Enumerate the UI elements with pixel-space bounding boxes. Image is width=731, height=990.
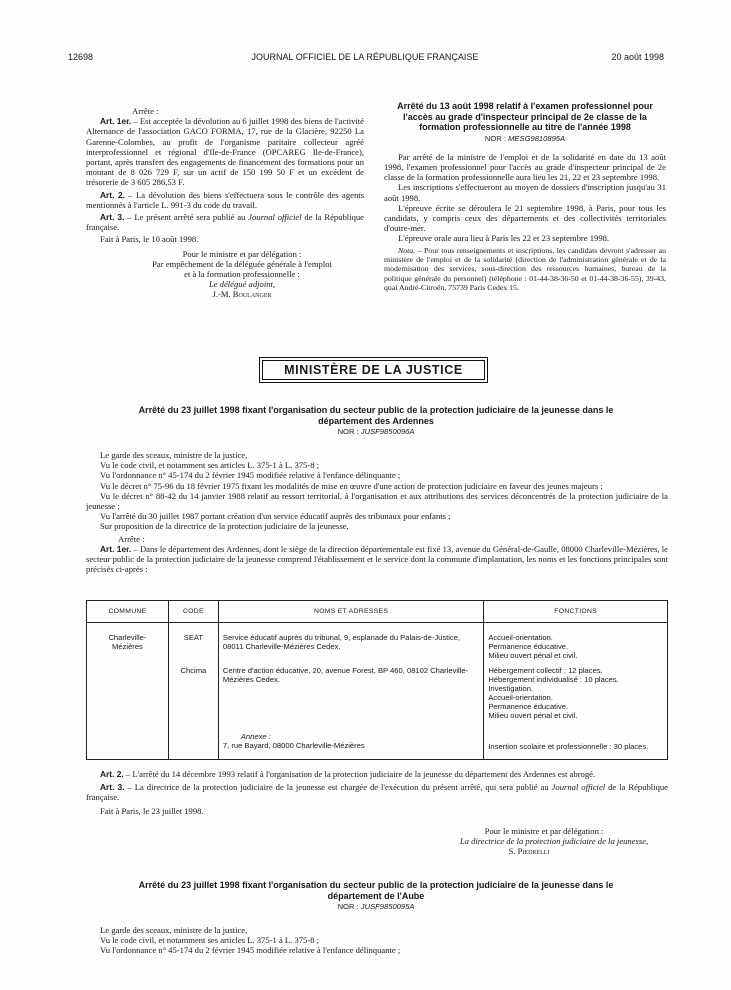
article-text: – La dévolution des biens s'effectuera sous le contrôle des agents mentionnés à l'article L. 991-3 du code du travail. [86, 189, 364, 210]
paragraph: Les inscriptions s'effectueront au moyen de dossiers d'inscription jusqu'au 31 août 1998. [384, 182, 666, 203]
table-row [87, 623, 668, 663]
address-cell: Centre d'action éducative, 20, avenue Forest, BP 460, 08102 Charleville-Mézières Cedex. [218, 662, 483, 722]
function-item: Insertion scolaire et professionnelle : 30 places. [488, 742, 649, 751]
function-item: Milieu ouvert pénal et civil. [488, 711, 578, 720]
visa: Vu le décret n° 75-96 du 18 février 1975 fixant les modalités de mise en œuvre d'une action de protection judiciaire en faveur des jeunes majeurs ; [100, 480, 603, 491]
function-item: Milieu ouvert pénal et civil. [488, 651, 578, 660]
article-label: Art. 3. [100, 212, 125, 223]
nor-label: NOR : [337, 902, 361, 911]
function-item: Permanence éducative. [488, 702, 569, 711]
nor-label: NOR : [484, 133, 509, 143]
issue-date: 20 août 1998 [611, 52, 664, 62]
visa: Vu le décret n° 88-42 du 14 janvier 1988 relatif au ressort territorial, à l'organisation et aux attributions des services déconcentrés de la protection judiciaire de la jeunesse ; [86, 490, 668, 512]
services-table [86, 600, 668, 760]
visa: Vu l'ordonnance n° 45-174 du 2 février 1945 modifiée relative à l'enfance délinquante ; [100, 470, 401, 481]
article-text: – L'arrêté du 14 décembre 1993 relatif à l'organisation de la protection judiciaire de la jeunesse du département des Ardennes est abrogé. [125, 769, 596, 779]
article-text: de la République française. [86, 212, 364, 233]
article-label: Art. 3. [100, 782, 125, 793]
visa: Le garde des sceaux, ministre de la justice, [100, 925, 248, 935]
annexe-address: 7, rue Bayard, 08000 Charleville-Mézières [222, 741, 365, 750]
signatory-name: J.-M. Boulanger [212, 289, 272, 300]
signatory-name: S. Piedrelli [508, 846, 550, 857]
signature-line: Pour le ministre et par délégation : [484, 826, 604, 836]
visa: Vu le code civil, et notamment ses articles L. 375-1 à L. 375-8 ; [100, 460, 320, 471]
left-column [86, 106, 364, 300]
journal-ref: Journal officiel [248, 212, 302, 223]
nota-label: Nota. [398, 245, 416, 255]
article-2 [86, 190, 364, 210]
article-label: Art. 1er. [100, 116, 132, 127]
functions-cell [484, 662, 668, 722]
article-text: de la République française. [86, 782, 668, 803]
functions-cell [484, 623, 668, 663]
article-text: – Le présent arrêté sera publié au [127, 212, 249, 223]
article-2 [86, 769, 668, 779]
paragraph: Par arrêté de la ministre de l'emploi et de la solidarité en date du 13 août 1998, l'examen professionnel pour l'accès au grade d'inspecteur principal de 2e classe de la formation professionnelle aura lieu les 21, 22 et 23 septembre 1998. [384, 151, 666, 183]
article-text: – La directrice de la protection judiciaire de la jeunesse est chargée de l'exécution du présent arrêté, qui sera publié au [127, 782, 552, 793]
annexe-label: Annexe : [240, 732, 271, 741]
decree-title: Arrêté du 23 juillet 1998 fixant l'organisation du secteur public de la protection judiciaire de la jeunesse dans le département de l'Aube [138, 880, 614, 901]
article-label: Art. 1er. [100, 543, 132, 554]
function-item: Hébergement individualisé : 10 places. [488, 675, 619, 684]
decree-title: Arrêté du 23 juillet 1998 fixant l'organisation du secteur public de la protection judiciaire de la jeunesse dans le département des Ardennes [138, 405, 614, 426]
function-item: Hébergement collectif : 12 places. [488, 666, 603, 675]
ardennes-title-block [118, 405, 634, 437]
article-3 [86, 782, 668, 802]
article-text: – Est acceptée la dévolution au 6 juillet 1998 des biens de l'activité Alternance de l'association GACO FORMA, 17, rue de la Glacière, 92250 La Garenne-Colombes, au profit de l'organisme paritaire collecteur agréé interprofessionnel et régional d'Ile-de-France (OPCAREG Ile-de-France), portant, après transfert des engagements de financement des formations pour un montant de 8 026 729 F, sur un actif de 150 199 50 F et un excédent de trésorerie de 3 605 286,53 F. [86, 116, 364, 188]
signature-line: et à la formation professionnelle : [184, 269, 300, 280]
article-1 [86, 544, 668, 575]
aube-title-block [118, 880, 634, 912]
ministry-heading-box [259, 357, 488, 383]
nor-code: JUSF9850095A [360, 902, 415, 911]
functions-cell [484, 722, 668, 760]
signature-block [86, 249, 364, 300]
commune-cell [87, 722, 169, 760]
address-cell: Service éducatif auprès du tribunal, 9, esplanade du Palais-de-Justice, 08011 Charleville-Mézières Cedex. [218, 623, 483, 663]
nor-code: JUSF9850096A [360, 427, 415, 436]
nor-label: NOR : [337, 427, 361, 436]
commune-cell [87, 662, 169, 722]
decree-title: Arrêté du 13 août 1998 relatif à l'examen professionnel pour l'accès au grade d'inspecteur principal de 2e classe de la formation professionnelle au titre de l'année 1998 [397, 101, 653, 132]
article-text: – Dans le département des Ardennes, dont le siège de la direction départementale est fixé 13, avenue du Général-de-Gaulle, 08000 Charleville-Mézières, le secteur public de la protection judiciaire de la jeunesse comprend l'établissement et le service dont la commune d'implantation, les noms et les fonctions principales sont précisés ci-après : [86, 543, 668, 575]
code-cell [168, 722, 218, 760]
journal-ref: Journal officiel [551, 782, 606, 793]
ardennes-signature [390, 826, 668, 857]
journal-title: JOURNAL OFFICIEL DE LA RÉPUBLIQUE FRANÇAISE [251, 52, 479, 62]
commune-name: Charleville-Mézières [108, 633, 147, 651]
arrete-heading: Arrête : [118, 533, 145, 544]
fait-a-paris: Fait à Paris, le 10 août 1998. [100, 234, 199, 245]
right-column [384, 101, 666, 293]
commune-cell [87, 623, 169, 663]
paragraph: L'épreuve orale aura lieu à Paris les 22 et 23 septembre 1998. [398, 233, 610, 244]
nota [384, 246, 666, 293]
article-label: Art. 2. [100, 189, 125, 200]
article-3 [86, 212, 364, 232]
ardennes-visas [86, 450, 668, 574]
visa: Vu l'arrêté du 30 juillet 1987 portant création d'un service éducatif auprès des tribunaux pour enfants ; [100, 511, 451, 522]
article-1 [86, 116, 364, 187]
table-row [87, 662, 668, 722]
address-cell [218, 722, 483, 760]
visa: Le garde des sceaux, ministre de la justice, [100, 450, 248, 460]
arrete-heading: Arrête : [132, 106, 159, 116]
nor-reference [118, 902, 634, 912]
visa: Vu l'ordonnance n° 45-174 du 2 février 1945 modifiée relative à l'enfance délinquante ; [100, 945, 401, 956]
function-item: Permanence éducative. [488, 642, 569, 651]
ministry-heading: MINISTÈRE DE LA JUSTICE [262, 360, 485, 380]
visa: Sur proposition de la directrice de la protection judiciaire de la jeunesse, [100, 521, 349, 532]
visa: Vu le code civil, et notamment ses articles L. 375-1 à L. 375-8 ; [100, 935, 320, 946]
article-label: Art. 2. [100, 769, 124, 779]
code-cell: Chcima [168, 662, 218, 722]
ardennes-closing [86, 769, 668, 816]
page-number: 12698 [68, 52, 94, 62]
signature-line: Par empêchement de la déléguée générale à l'emploi [152, 258, 332, 269]
column-header: NOMS ET ADRESSES [218, 601, 483, 623]
nor-reference [118, 427, 634, 437]
column-header: CODE [168, 601, 218, 623]
signature-line: Le délégué adjoint, [208, 279, 276, 290]
table-header-row [87, 601, 668, 623]
signature-line: Pour le ministre et par délégation : [182, 248, 302, 259]
paragraph: L'épreuve écrite se déroulera le 21 septembre 1998, à Paris, pour tous les candidats, y compris ceux des départements et des collectivités territoriales d'outre-mer. [384, 202, 666, 234]
nor-reference [384, 134, 666, 144]
aube-visas [86, 925, 668, 956]
column-header: FONCTIONS [484, 601, 668, 623]
function-item: Accueil-orientation. [488, 633, 553, 642]
table-row [87, 722, 668, 760]
nota-text: – Pour tous renseignements et inscriptions, les candidats devront s'adresser au ministère de l'emploi et de la solidarité (direction de l'administration générale et de la modernisation des services, sous-direction des ressources humaines, bureau de la politique générale du personnel) (téléphone : 01-44-38-36-50 et 01-44-38-36-55), 39-43, quai André-Citroën, 75739 Paris Cedex 15. [384, 245, 666, 293]
function-item: Investigation. [488, 684, 534, 693]
signature-line: La directrice de la protection judiciaire de la jeunesse, [459, 836, 649, 847]
code-cell: SEAT [168, 623, 218, 663]
fait-a-paris: Fait à Paris, le 23 juillet 1998. [100, 805, 204, 816]
nor-code: MESG9810895A [508, 133, 566, 143]
column-header: COMMUNE [87, 601, 169, 623]
function-item: Accueil-orientation. [488, 693, 553, 702]
